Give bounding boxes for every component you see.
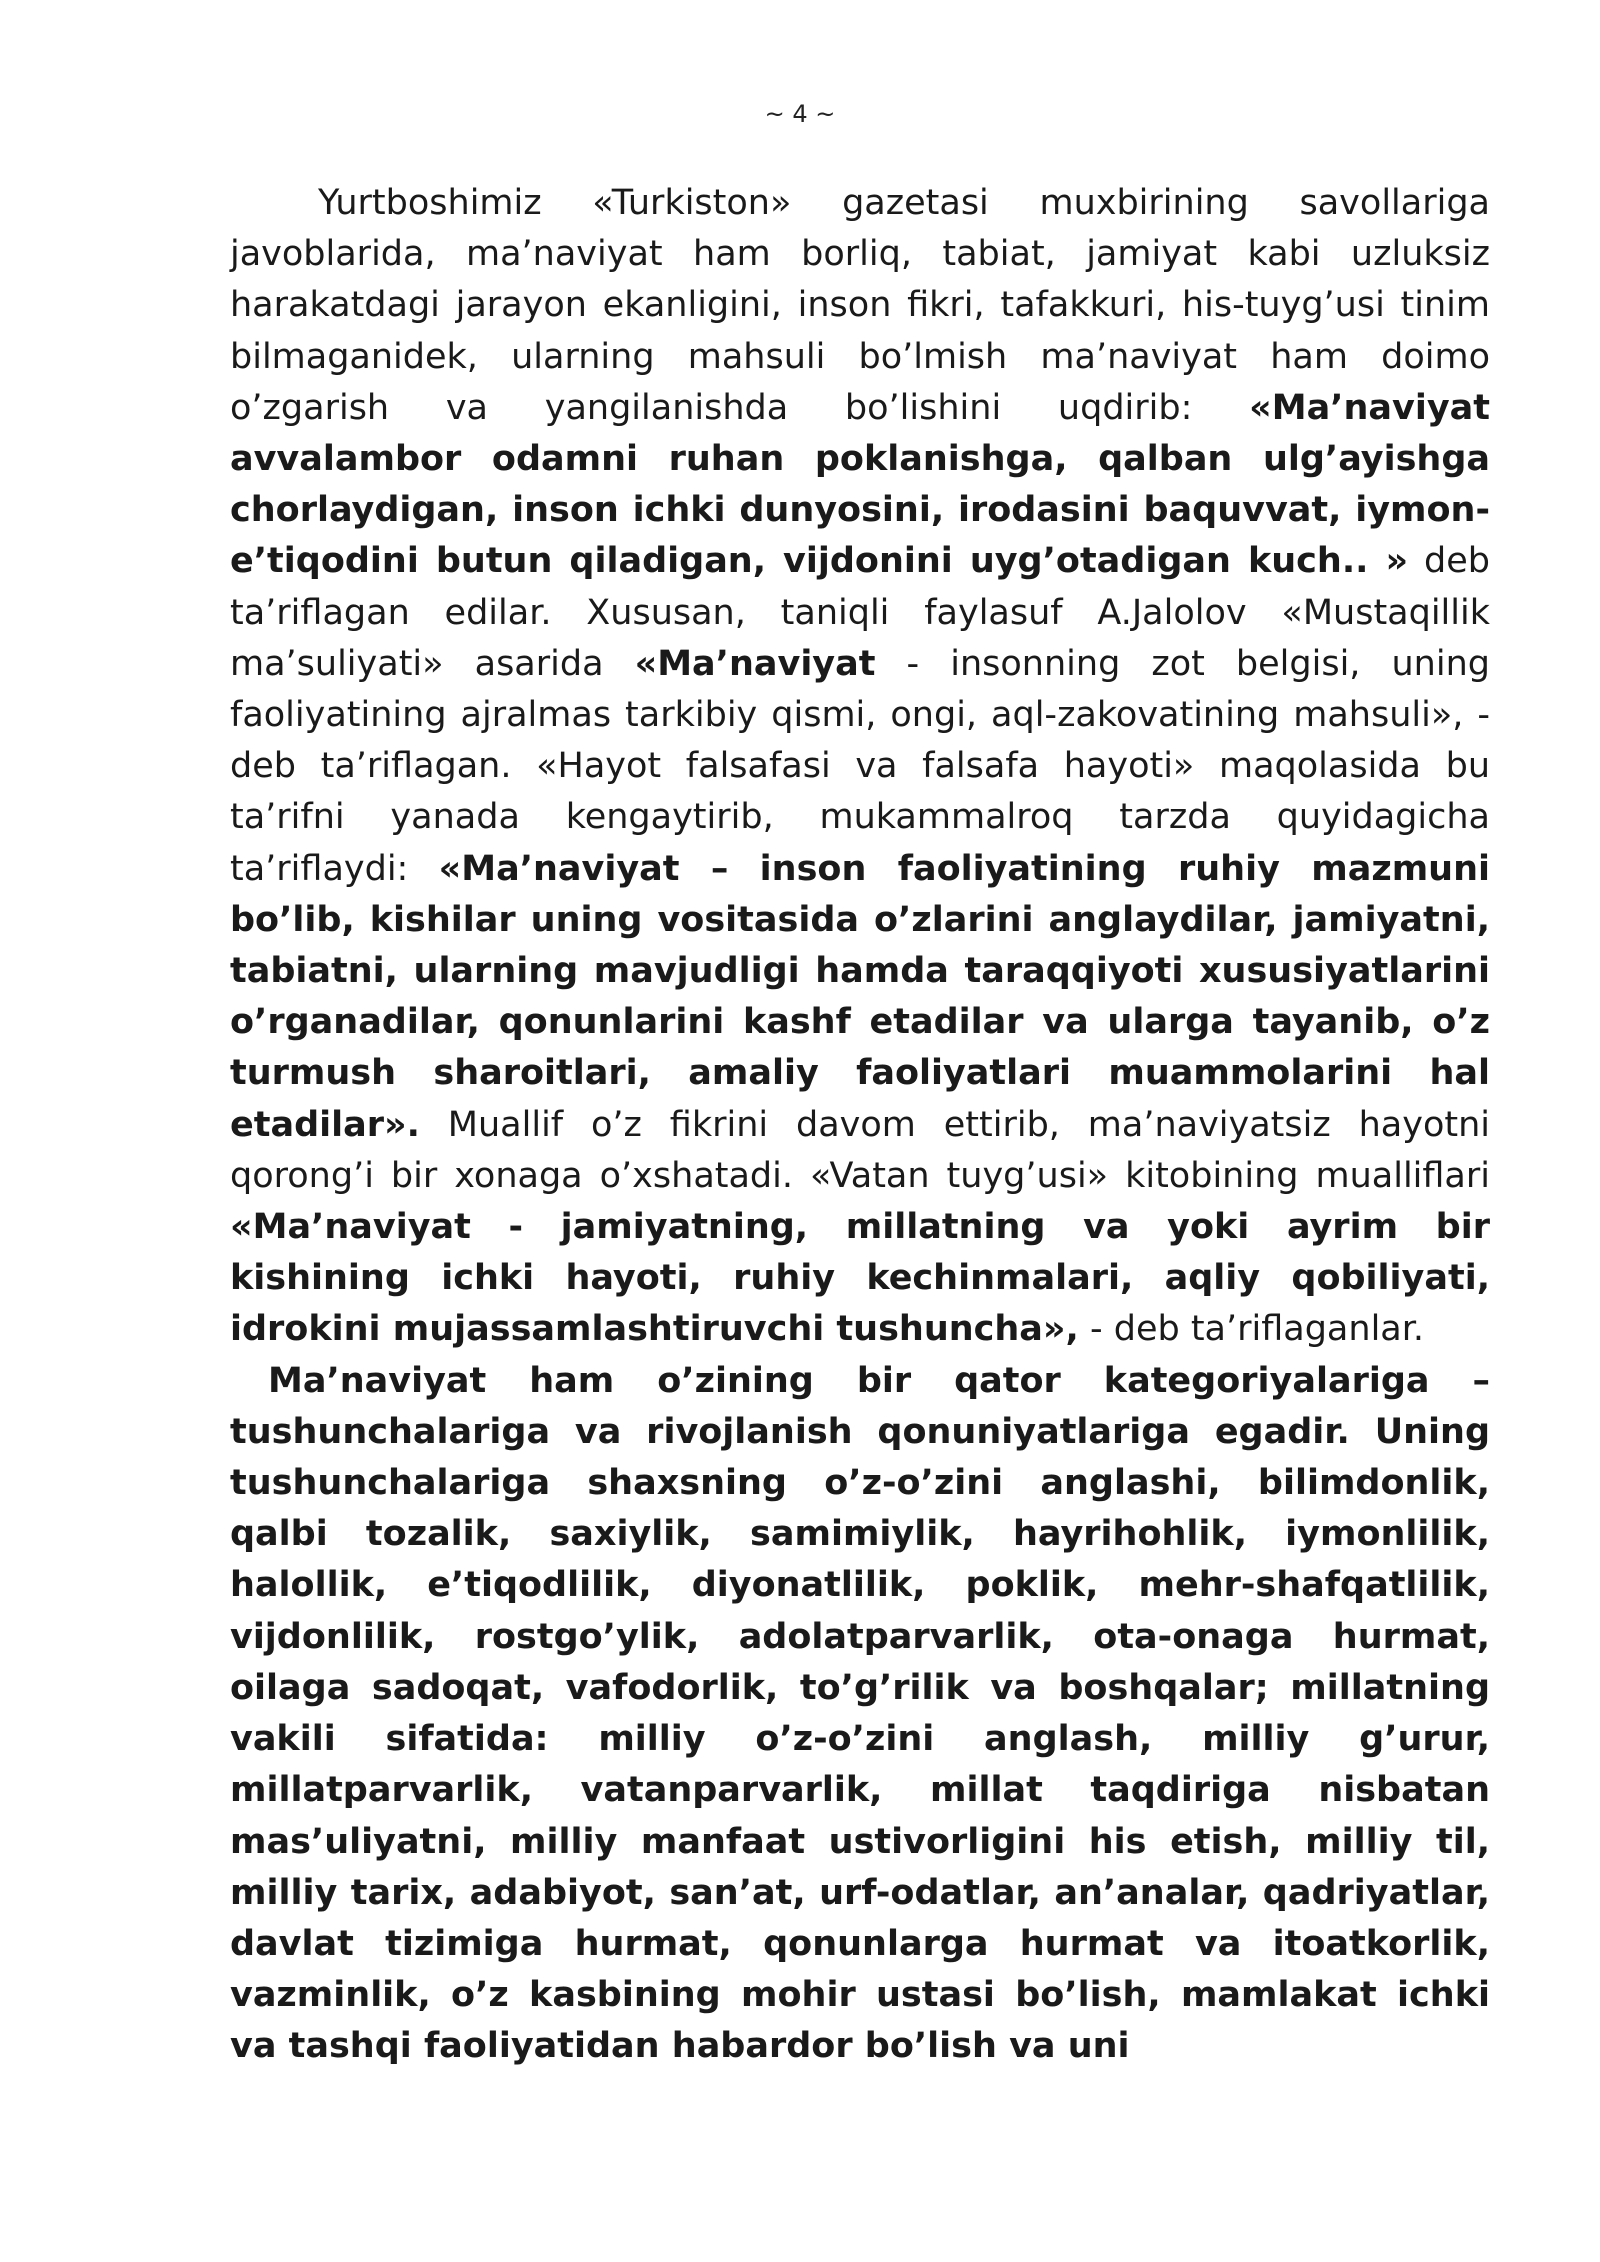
- page-number: ~ 4 ~: [764, 100, 836, 128]
- bold-term: «Ma’naviyat: [634, 643, 876, 684]
- body-text: Yurtboshimiz «Turkiston» gazetasi muxbirining savollariga javoblarida, ma’naviyat ham borliq, tabiat, jamiyat kabi uzluksiz harakatdagi jarayon ekanligini, inson fikri, tafakkuri, his-tuyg’usi tinim bilmaganidek, ularning mahsuli bo’lmish ma’naviyat ham doimo o’zgarish va yangilanishda bo’lishini uqdirib:: [230, 183, 1490, 428]
- bold-quote: «Ma’naviyat - jamiyatning, millatning va yoki ayrim bir kishining ichki hayoti, ruhiy kechinmalari, aqliy qobiliyati, idrokini mujassamlashtiruvchi tushuncha»,: [230, 1207, 1490, 1350]
- bold-quote: «Ma’naviyat – inson faoliyatining ruhiy mazmuni bo’lib, kishilar uning vositasida o’zlarini anglaydilar, jamiyatni, tabiatni, ularning mavjudligi hamda taraqqiyoti xususiyatlarini o’rganadilar, qonunlarini kashf etadilar va ularga tayanib, o’z turmush sharoitlari, amaliy faoliyatlari muammolarini hal etadilar».: [230, 848, 1490, 1145]
- body-text: deb ta’riflagan edilar. Xususan, taniqli faylasuf A.Jalolov «Mustaqillik ma’suliyati» asarida: [230, 541, 1491, 684]
- paragraph: [230, 178, 1490, 1356]
- paragraph-bold: [230, 1356, 1490, 2073]
- bold-text: Ma’naviyat ham o’zining bir qator kategoriyalariga – tushunchalariga va rivojlanish qonuniyatlariga egadir. Uning tushunchalariga shaxsning o’z-o’zini anglashi, bilimdonlik, qalbi tozalik, saxiylik, samimiylik, hayrihohlik, iymonlilik, halollik, e’tiqodlilik, diyonatlilik, poklik, mehr-shafqatlilik, vijdonlilik, rostgo’ylik, adolatparvarlik, ota-onaga hurmat, oilaga sadoqat, vafodorlik, to’g’rilik va boshqalar; millatning vakili sifatida: milliy o’z-o’zini anglash, milliy g’urur, millatparvarlik, vatanparvarlik, millat taqdiriga nisbatan mas’uliyatni, milliy manfaat ustivorligini his etish, milliy til, milliy tarix, adabiyot, san’at, urf-odatlar, an’analar, qadriyatlar, davlat tizimiga hurmat, qonunlarga hurmat va itoatkorlik, vazminlik, o’z kasbining mohir ustasi bo’lish, mamlakat ichki va tashqi faoliyatidan habardor bo’lish va uni: [230, 1360, 1490, 2067]
- body-text: - insonning zot belgisi, uning faoliyatining ajralmas tarkibiy qismi, ongi, aql-zakovatining mahsuli», - deb ta’riflagan. «Hayot falsafasi va falsafa hayoti» maqolasida bu ta’rifni yanada kengaytirib, mukammalroq tarzda quyidagicha ta’riflaydi:: [230, 643, 1490, 889]
- body-text: Muallif o’z fikrini davom ettirib, ma’naviyatsiz hayotni qorong’i bir xonaga o’xshatadi. «Vatan tuyg’usi» kitobining mualliflari: [230, 1104, 1490, 1196]
- body-text: - deb ta’riflaganlar.: [1078, 1309, 1425, 1350]
- bold-quote: «Ma’naviyat avvalambor odamni ruhan poklanishga, qalban ulg’ayishga chorlaydigan, inson ichki dunyosini, irodasini baquvvat, iymon-e’tiqodini butun qiladigan, vijdonini uyg’otadigan kuch.. »: [230, 387, 1490, 582]
- page-body: [230, 178, 1490, 2073]
